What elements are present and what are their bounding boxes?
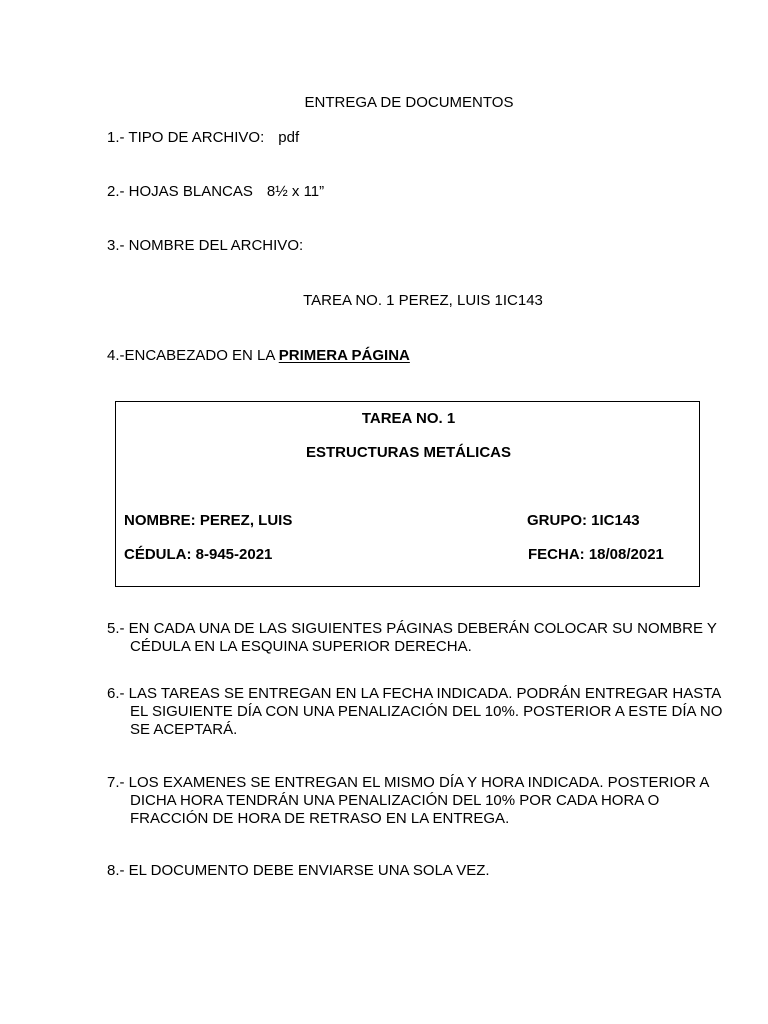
header-box-cedula: CÉDULA: 8-945-2021	[124, 546, 273, 563]
item-6-line-2: EL SIGUIENTE DÍA CON UNA PENALIZACIÓN DEL 10%. POSTERIOR A ESTE DÍA NO	[130, 703, 723, 720]
item-header-emphasis: PRIMERA PÁGINA	[278, 347, 410, 364]
item-file-type	[107, 129, 299, 147]
item-5-line-1: 5.- EN CADA UNA DE LAS SIGUIENTES PÁGINAS DEBERÁN COLOCAR SU NOMBRE Y	[107, 620, 717, 637]
item-paper-size	[107, 183, 324, 201]
item-6-line-3: SE ACEPTARÁ.	[130, 721, 238, 738]
item-header-label: 4.-ENCABEZADO EN LA	[107, 347, 275, 364]
header-box-materia: ESTRUCTURAS METÁLICAS	[306, 444, 511, 461]
item-file-type-label: 1.- TIPO DE ARCHIVO:	[107, 129, 265, 146]
item-header	[107, 347, 410, 365]
item-paper-size-value: 8½ x 11”	[266, 183, 325, 200]
item-7-line-2: DICHA HORA TENDRÁN UNA PENALIZACIÓN DEL 10% POR CADA HORA O	[130, 792, 660, 809]
header-box-grupo: GRUPO: 1IC143	[527, 512, 640, 529]
item-6-line-1: 6.- LAS TAREAS SE ENTREGAN EN LA FECHA INDICADA. PODRÁN ENTREGAR HASTA	[107, 685, 722, 702]
item-file-type-value: pdf	[278, 129, 300, 146]
item-file-name: 3.- NOMBRE DEL ARCHIVO:	[107, 237, 304, 254]
item-8-line-1: 8.- EL DOCUMENTO DEBE ENVIARSE UNA SOLA VEZ.	[107, 862, 490, 879]
item-7-line-1: 7.- LOS EXAMENES SE ENTREGAN EL MISMO DÍA Y HORA INDICADA. POSTERIOR A	[107, 774, 710, 791]
item-late-policy	[107, 685, 723, 739]
document-title: ENTREGA DE DOCUMENTOS	[304, 94, 514, 111]
item-7-line-3: FRACCIÓN DE HORA DE RETRASO EN LA ENTREGA.	[130, 810, 510, 827]
header-example-box	[115, 401, 700, 587]
header-box-fecha: FECHA: 18/08/2021	[528, 546, 664, 563]
item-signature-instructions	[107, 620, 717, 656]
item-paper-size-label: 2.- HOJAS BLANCAS	[107, 183, 253, 200]
file-name-example: TAREA NO. 1 PEREZ, LUIS 1IC143	[303, 292, 543, 309]
header-box-tarea: TAREA NO. 1	[361, 410, 456, 427]
header-box-nombre: NOMBRE: PEREZ, LUIS	[124, 512, 293, 529]
item-5-line-2: CÉDULA EN LA ESQUINA SUPERIOR DERECHA.	[130, 638, 472, 655]
item-exam-policy	[107, 774, 710, 828]
item-send-once	[107, 862, 707, 880]
